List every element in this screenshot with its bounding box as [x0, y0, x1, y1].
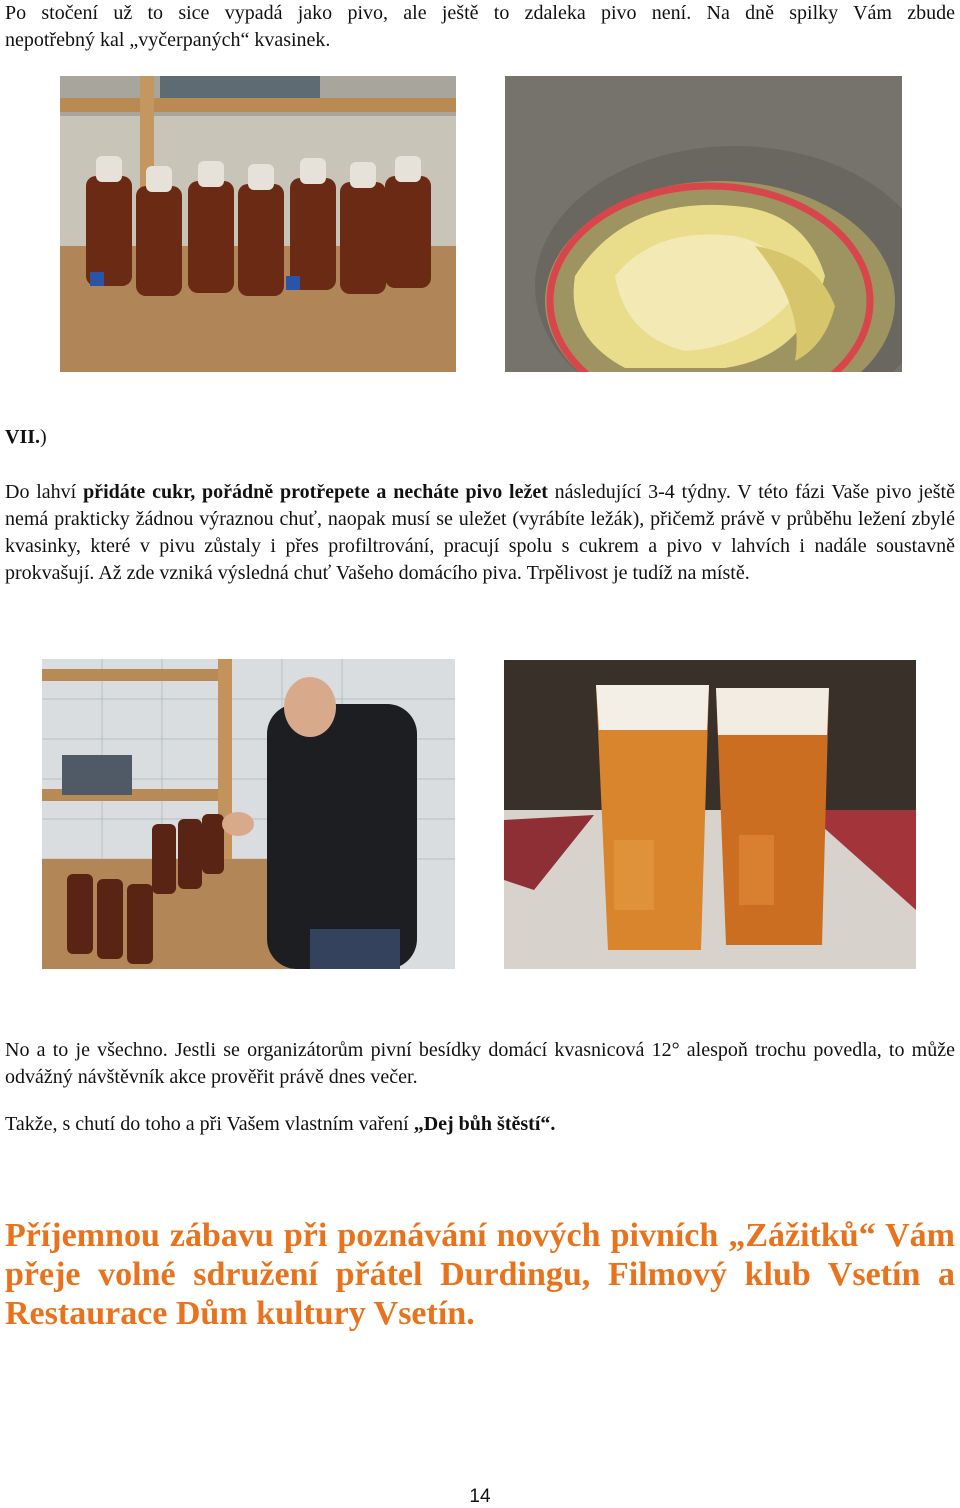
step-rest: následující 3-4 týdny. V této fázi Vaše pivo ještě nemá prakticky žádnou výraznou chuť, naopak musí se uležet (vyrábíte ležák), přičemž právě v průběhu ležení zbylé kvasinky, které v pivu zůstaly i přes profiltrování, pracují spolu s cukrem a pivo v lahvích i nadále soustavně prokvašují. Až zde vzniká výsledná chuť Vašeho domácího piva. Trpělivost je tudíž na místě.: [5, 481, 955, 584]
photo-fermenter-sediment: [505, 76, 902, 372]
photo-man-with-bottles: [42, 659, 455, 969]
photo-bottles-shelf: [60, 76, 456, 372]
step-lead: Do lahví: [5, 481, 84, 503]
section-number: VII.: [5, 426, 41, 448]
conclusion-paragraph: No a to je všechno. Jestli se organizátorům pivní besídky domácí kvasnicová 12° alespoň trochu povedla, to může odvážný návštěvník akce prověřit právě dnes večer.: [5, 1039, 955, 1088]
wish-end: .: [550, 1113, 556, 1135]
two-glasses-image: [504, 660, 916, 969]
wish-paragraph: [5, 1111, 955, 1138]
closing-message: Příjemnou zábavu při poznávání nových pivních „Zážitků“ Vám přeje volné sdružení přátel Durdingu, Filmový klub Vsetín a Restaurace Dům kultury Vsetín.: [5, 1217, 955, 1332]
bottles-shelf-image: [60, 76, 456, 372]
step-paragraph: [5, 479, 955, 587]
fermenter-sediment-image: [505, 76, 902, 372]
wish-bold: „Dej bůh štěstí“: [413, 1113, 551, 1135]
section-heading: [5, 426, 47, 449]
photo-two-glasses: [504, 660, 916, 969]
wish-lead: Takže, s chutí do toho a při Vašem vlastním vaření: [5, 1113, 414, 1135]
intro-paragraph: [5, 0, 955, 54]
man-with-bottles-image: [42, 659, 455, 969]
section-number-suffix: ): [40, 426, 47, 448]
intro-line-1: Po stočení už to sice vypadá jako pivo, ale ještě to zdaleka pivo není. Na dně spilky Vám zbude: [5, 2, 955, 24]
page-number: 14: [469, 1486, 491, 1507]
intro-line-2: nepotřebný kal „vyčerpaných“ kvasinek.: [5, 29, 331, 51]
step-bold: přidáte cukr, pořádně protřepete a necháte pivo ležet: [83, 481, 548, 503]
